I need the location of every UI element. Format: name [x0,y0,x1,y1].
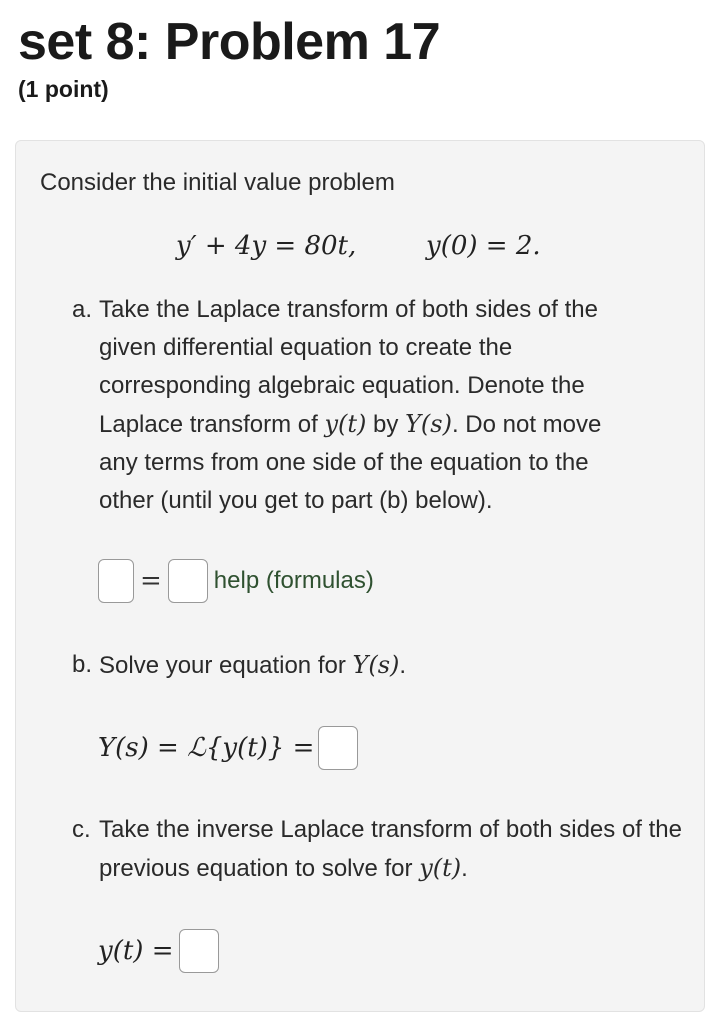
part-b-label: b. [72,651,93,678]
part-c-text: Take the inverse Laplace transform of both sides of the previous equation to solve for y(t). [99,816,682,882]
initial-condition: y(0) = 2. [426,231,541,261]
part-b-text: Solve your equation for Y(s). [99,651,407,679]
part-a-lhs-input[interactable] [98,559,134,603]
part-a-label: a. [72,296,93,323]
part-b-input[interactable] [318,726,358,770]
part-a-answer-row [98,559,374,603]
equals-sign: = [140,566,162,596]
part-a-text: Take the Laplace transform of both sides of the given differential equation to create the corresponding algebraic equation. Denote the Laplace transform of y(t) by Y(s). Do not move any terms from one side of the equation to the other (until you get to part (b) below). [99,296,602,514]
problem-points: (1 point) [18,76,109,102]
part-b [72,646,632,685]
problem-panel [15,140,705,1012]
part-a-rhs-input[interactable] [168,559,208,603]
help-formulas-link[interactable]: help (formulas) [213,567,374,594]
part-c-label: c. [72,816,91,843]
part-b-answer-row [98,726,358,770]
part-c [72,811,692,888]
part-c-answer-row [98,929,219,973]
part-c-answer-lhs: y(t) = [98,936,174,966]
problem-intro: Consider the initial value problem [40,169,395,196]
part-a [72,291,632,520]
part-c-input[interactable] [179,929,219,973]
page-title: set 8: Problem 17 [18,13,441,71]
differential-equation: y′ + 4y = 80t, [176,231,357,261]
part-b-answer-lhs: Y(s) = ℒ{y(t)} = [98,733,315,763]
